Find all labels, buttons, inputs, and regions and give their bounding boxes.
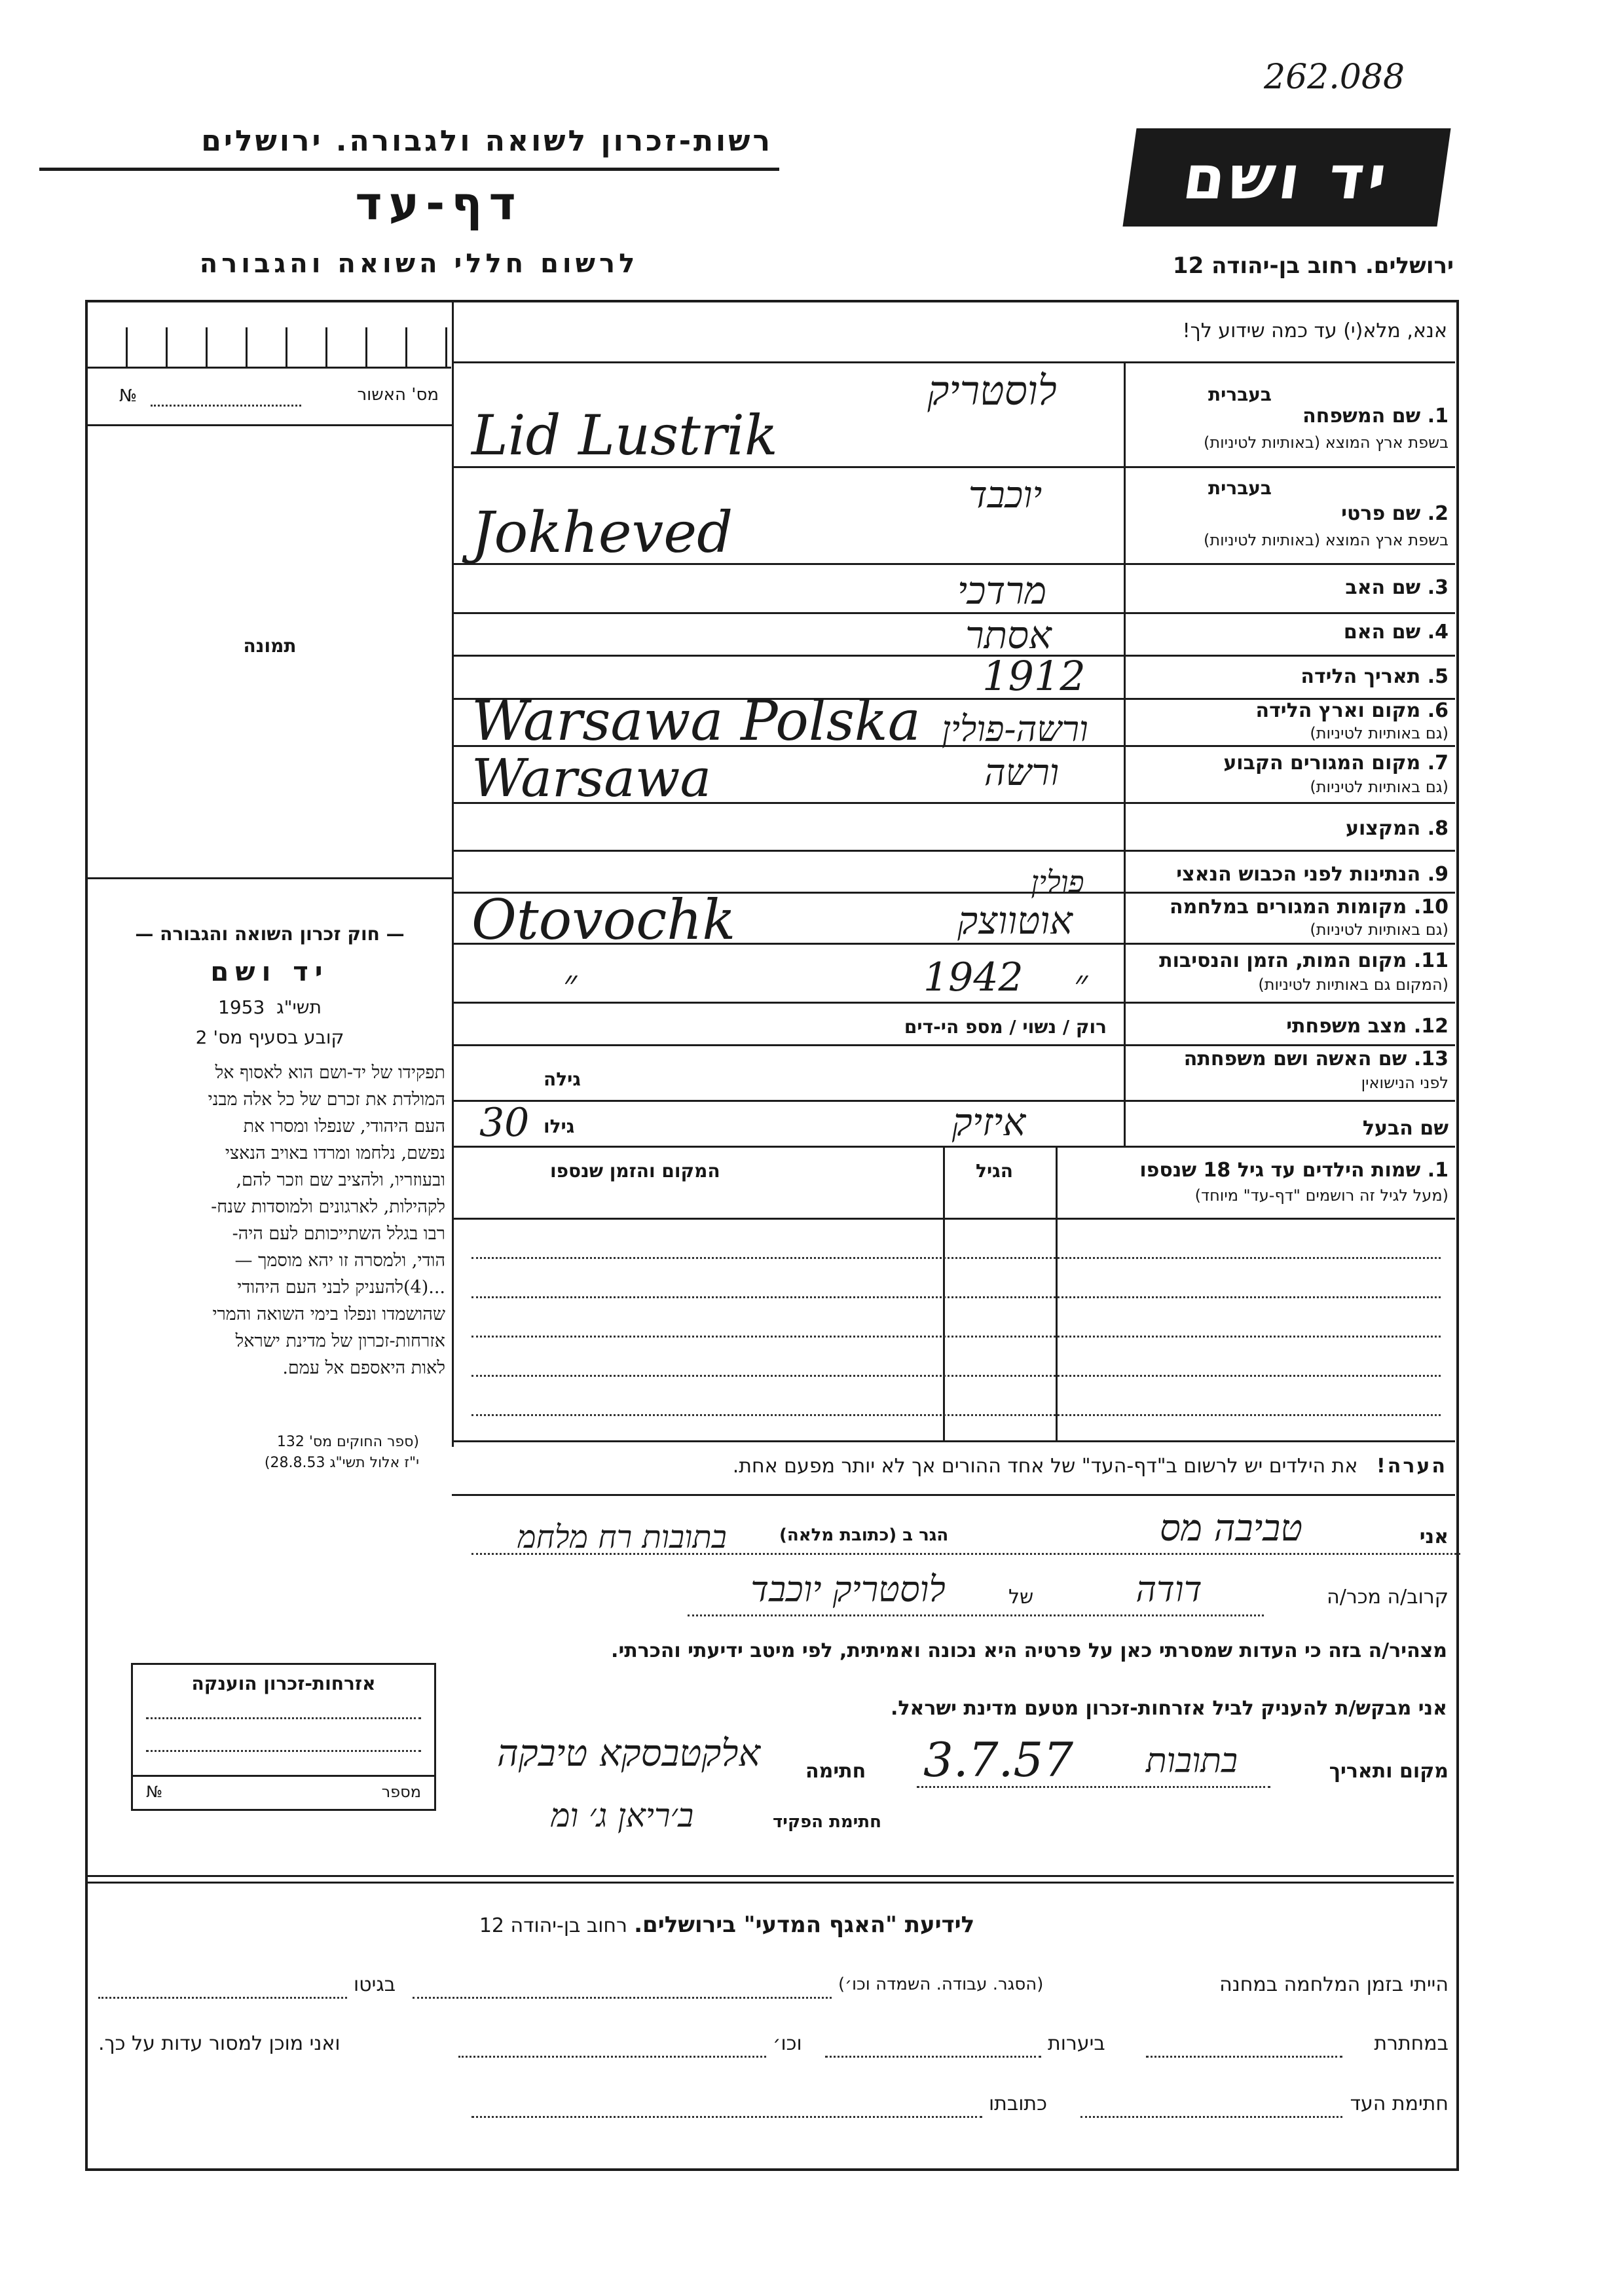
declarant-ani: אני — [1419, 1525, 1449, 1548]
citizenship-value: פולין — [1031, 864, 1084, 900]
note-text: את הילדים יש לרשום ב"דף-העד" של אחד ההורים אך לא יותר מפעם אחת. — [732, 1455, 1358, 1478]
note-rule — [452, 1494, 1455, 1496]
field-sub: (גם באותיות לטיניות) — [1310, 920, 1449, 939]
field-father-name: 3. שם האב — [1345, 576, 1449, 599]
approval-no: № — [119, 386, 138, 406]
field-label: 6. מקום וארץ הלידה — [1255, 699, 1449, 722]
death-place-ditto: ״ — [563, 962, 578, 1005]
father-name-value: מרדכי — [957, 568, 1047, 613]
form-subtitle: לרשום חללי השואה והגבורה — [199, 249, 639, 279]
field-tag: בעברית — [1208, 384, 1272, 405]
declarant-resides-label: הגר ב (כתובת מלאה) — [779, 1525, 949, 1545]
approval-number-label — [105, 385, 439, 405]
law-line: נפשם, נלחמו ומרדו באויב הנאצי — [225, 1143, 445, 1163]
footer-camp-types: (הסגר. עבודה. השמדה וכו׳) — [838, 1975, 1044, 1994]
field-first-name — [1124, 468, 1449, 563]
law-line: שהושמדו ונפלו בימי השואה והמרי — [212, 1304, 445, 1324]
approval-dotted — [151, 405, 301, 407]
children-sub: (מעל לגיל זה רושמים "דף-עד" מיוחד) — [1194, 1186, 1449, 1205]
institution-underline — [39, 168, 779, 171]
first-name-hebrew: יוכבד — [968, 474, 1043, 517]
note-label: הערה! — [1376, 1455, 1447, 1478]
relation-value: דודה — [1135, 1569, 1202, 1610]
children-col-age: הגיל — [976, 1160, 1013, 1182]
officer-signature: ב׳ריאן ג׳ ומ — [550, 1796, 694, 1834]
photo-label: תמונה — [243, 635, 297, 657]
archive-number: 262.088 — [1264, 58, 1405, 97]
declarant-name: טביבה מס — [1159, 1507, 1303, 1550]
law-line: לקהילות, לארגונים ולמוסדות שנח- — [211, 1197, 445, 1217]
field-tag: בעברית — [1208, 477, 1272, 499]
children-col-divider-2 — [943, 1147, 945, 1442]
wartime-residence-latin: Otovochk — [471, 888, 736, 952]
law-text — [92, 1059, 445, 1381]
death-circumstance-ditto: ״ — [1074, 962, 1088, 1005]
field-death — [1124, 945, 1449, 1000]
field-wife-name — [1124, 1046, 1449, 1099]
place-date-label: מקום ותאריך — [1329, 1760, 1449, 1783]
law-line: רבו בגלל השתייכותם לעם היה- — [232, 1224, 445, 1244]
law-line: הודי, ולמסרה זו יהא מוסמך — — [234, 1250, 445, 1271]
law-year-heb: תשי"ג — [276, 996, 322, 1018]
field-sub: לפני הנישואין — [1361, 1074, 1449, 1092]
field-birth-date: 5. תאריך הלידה — [1301, 665, 1449, 688]
field-sub: (גם באותיות לטיניות) — [1310, 724, 1449, 742]
logo-text: יד ושם — [1179, 142, 1395, 213]
officer-label: חתימת הפקיד — [773, 1812, 881, 1832]
law-line: תפקידו של יד-ושם הוא לאסוף אל — [215, 1063, 445, 1083]
field-label: 13. שם האשה ושם משפחתה — [1183, 1048, 1449, 1070]
tick-bar — [88, 327, 451, 369]
footer-heading-row — [262, 1912, 1192, 1938]
first-name-latin: Jokheved — [471, 500, 733, 566]
law-line: לאות היאספם אל עמם. — [282, 1358, 445, 1378]
footer-heading: לידיעת "האגף המדעי" בירושלים. — [634, 1912, 975, 1938]
request-text: אני מבקש/ת להעניק לביל אזרחות-זכרון מטעם מדינת ישראל. — [890, 1697, 1447, 1720]
birth-place-hebrew: ורשה-פולין — [942, 708, 1088, 750]
footer-camp-label: הייתי בזמן המלחמה במחנה — [1219, 1973, 1449, 1996]
declaration-place: בתובות — [1145, 1741, 1238, 1781]
footer-etc-label: וכו׳ — [773, 2032, 802, 2055]
law-name: יד ושם — [210, 957, 329, 987]
mother-name-value: אסתר — [965, 613, 1052, 657]
field-sub: בשפת ארץ המוצא (באותיות לטיניות) — [1204, 531, 1449, 549]
husband-age-value: 30 — [479, 1100, 530, 1146]
law-line: ...(4)להעניק לבני העם היהודי — [237, 1277, 445, 1298]
law-year: 1953 — [218, 996, 265, 1018]
marital-options: רוק / נשוי / מספ הי-דים — [904, 1016, 1107, 1038]
law-line: המולדת את זכרם של כל אלה מבני — [208, 1089, 445, 1110]
children-col-divider-1 — [1056, 1147, 1058, 1442]
footer-address-label: כתובתו — [989, 2092, 1047, 2115]
field-marital-status: 12. מצב משפחתי — [1286, 1015, 1449, 1038]
footer-ghetto-label: בגיטו — [354, 1973, 396, 1996]
children-bottom-rule — [452, 1440, 1455, 1442]
field-label: 2. שם פרטי — [1341, 502, 1449, 525]
declarant-address: בתובות רח מלחמ — [517, 1519, 727, 1556]
yad-vashem-logo — [1122, 128, 1450, 227]
declaration-date: 3.7.57 — [923, 1732, 1074, 1787]
birth-place-latin: Warsawa Polska — [471, 689, 921, 753]
intro-rule — [452, 361, 1455, 363]
approval-label: מס' האשור — [357, 385, 439, 405]
left-panel-divider — [452, 301, 454, 1447]
subject-name: לוסטריק יוכבד — [750, 1569, 946, 1610]
field-label: 7. מקום המגורים הקבוע — [1223, 752, 1449, 774]
wife-age-label: גילה — [544, 1068, 581, 1090]
wartime-residence-hebrew: אוטווצק — [957, 898, 1073, 943]
citizenship-box — [131, 1663, 436, 1811]
field-sub: בשפת ארץ המוצא (באותיות לטיניות) — [1204, 433, 1449, 452]
law-ref-1: (ספר החוקים מס' 132 — [276, 1434, 419, 1450]
of-label: של — [1008, 1586, 1034, 1609]
field-label: 10. מקומות המגורים במלחמה — [1170, 896, 1449, 919]
law-line: ובעוזריו, ולהציב שם וזכר להם, — [236, 1170, 445, 1190]
field-sub: (גם באותיות לטיניות) — [1310, 778, 1449, 796]
law-ref-2: י"ז אלול תשי"ג 28.8.53) — [264, 1455, 419, 1471]
law-year-row — [88, 996, 452, 1018]
field-profession: 8. המקצוע — [1345, 817, 1449, 840]
field-residence — [1124, 748, 1449, 800]
form-intro: אנא, מלא(י) עד כמה שידוע לך! — [1182, 319, 1447, 342]
citizenship-box-title: אזרחות-זכרון הוענקה — [191, 1673, 376, 1694]
children-header-rule — [452, 1218, 1455, 1220]
field-husband-name: שם הבעל — [1362, 1117, 1449, 1140]
photo-area-bottom — [88, 877, 452, 879]
birth-date-value: 1912 — [982, 652, 1086, 700]
family-name-latin: Lid Lustrik — [471, 403, 778, 467]
note-row — [471, 1455, 1447, 1478]
citizenship-no: № — [146, 1783, 162, 1801]
children-heading: 1. שמות הילדים עד גיל 18 שנספו — [1139, 1159, 1449, 1182]
law-line: אזרחות-זכרון של מדינת ישראל — [235, 1331, 445, 1351]
footer-forests-label: ביערות — [1048, 2032, 1105, 2055]
field-sub: (המקום גם באותיות לטיניות) — [1258, 975, 1449, 994]
field-citizenship: 9. הנתינות לפני הכבוש הנאצי — [1176, 863, 1449, 886]
residence-hebrew: ורשה — [984, 752, 1060, 794]
footer-rule-1 — [88, 1875, 1454, 1877]
children-col-place: המקום והזמן שנספו — [550, 1160, 720, 1182]
header-address: ירושלים. רחוב בן-יהודה 12 — [1172, 253, 1454, 279]
field-mother-name: 4. שם האם — [1343, 621, 1449, 644]
field-label: 1. שם המשפחה — [1302, 405, 1449, 428]
footer-rule-2 — [88, 1882, 1454, 1884]
footer-witness-sig-label: חתימת העד — [1350, 2092, 1449, 2115]
husband-name-value: איזיק — [951, 1100, 1026, 1144]
relative-label: קרוב/ה מכר/ה — [1327, 1586, 1449, 1609]
footer-underground-label: במחתרת — [1374, 2032, 1449, 2055]
field-family-name — [1124, 367, 1449, 465]
residence-latin: Warsawa — [471, 748, 712, 809]
photo-area-top — [88, 424, 452, 426]
field-birth-place — [1124, 699, 1449, 745]
husband-age-label: גילו — [544, 1116, 575, 1137]
field-wartime-residence — [1124, 893, 1449, 943]
signature-label: חתימה — [805, 1760, 866, 1783]
field-label: 11. מקום המות, הזמן והנסיבות — [1159, 949, 1449, 972]
form-title: דף-עד — [355, 177, 523, 230]
citizenship-number-label: מספר — [381, 1783, 421, 1801]
declaration-text: מצהיר/ה בזה כי העדות שמסרתי כאן על פרטיה היא נכונה ואמיתית, לפי מיטב ידיעתי והכרתי. — [611, 1639, 1447, 1662]
family-name-hebrew: לוסטריק — [927, 367, 1057, 414]
law-clause: קובע בסעיף מס' 2 — [195, 1027, 344, 1048]
law-line: העם היהודי, שנפלו ומסרו את — [243, 1116, 445, 1137]
institution-name: רשות-זכרון לשואה ולגבורה. ירושלים — [201, 124, 773, 158]
footer-heading-addr: רחוב בן-יהודה 12 — [479, 1914, 627, 1937]
law-title: — חוק זכרון השואה והגבורה — — [135, 923, 405, 945]
declarant-signature: אלקטבסקא טיבקה — [496, 1732, 761, 1775]
death-year: 1942 — [923, 955, 1024, 1000]
footer-willing-label: ואני מוכן למסור עדות על כך. — [98, 2032, 341, 2055]
